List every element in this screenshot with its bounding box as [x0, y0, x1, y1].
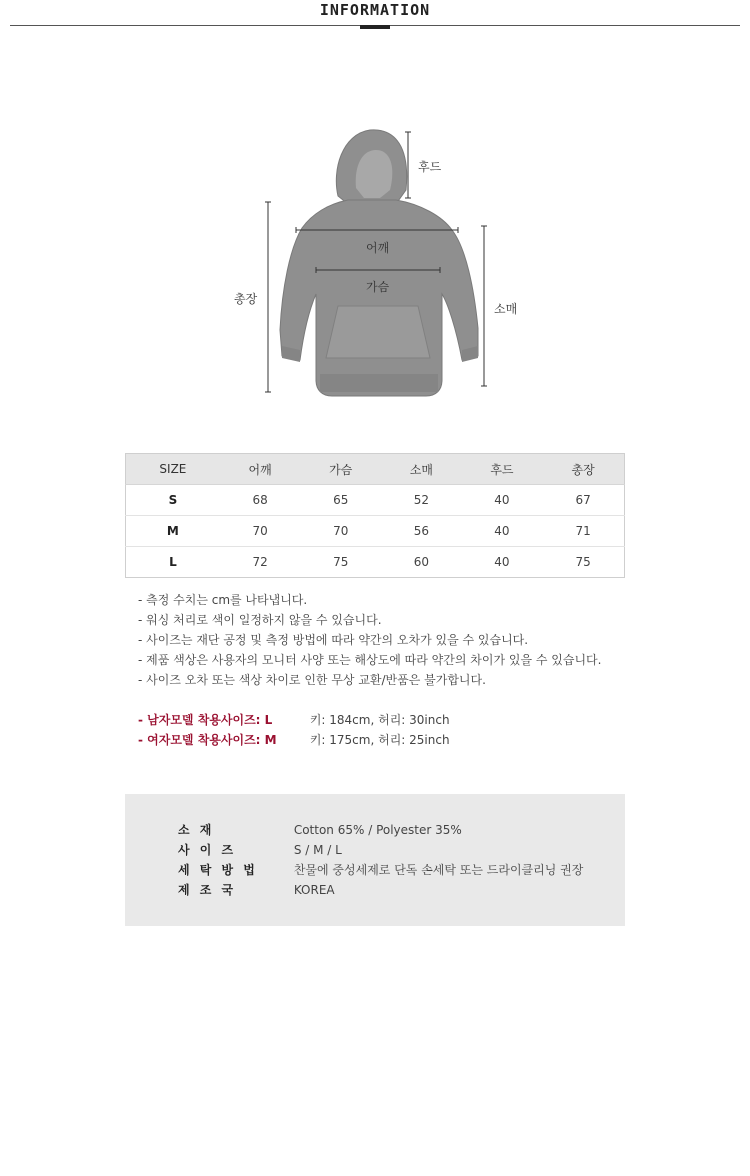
- table-cell: 75: [542, 547, 624, 578]
- model-fit-value: 키: 175cm, 허리: 25inch: [309, 733, 450, 747]
- table-cell: 71: [542, 516, 624, 547]
- note-item: - 사이즈 오차 또는 색상 차이로 인한 무상 교환/반품은 불가합니다.: [138, 673, 486, 687]
- table-cell: 60: [381, 547, 462, 578]
- page-title: INFORMATION: [319, 1, 431, 19]
- table-cell: 40: [462, 547, 543, 578]
- table-cell: 72: [220, 547, 301, 578]
- model-fit-label: - 여자모델 착용사이즈: M: [138, 733, 277, 747]
- col-header-shoulder: 어깨: [220, 454, 301, 485]
- hoodie-measurement-diagram: [220, 118, 530, 408]
- product-info-box: [125, 794, 625, 926]
- table-row: [126, 485, 625, 516]
- info-row-material: [178, 820, 462, 840]
- info-value: S / M / L: [293, 843, 342, 857]
- info-key: 소 재: [178, 823, 215, 837]
- table-cell: 70: [220, 516, 301, 547]
- col-header-length: 총장: [542, 454, 624, 485]
- info-value: KOREA: [293, 883, 335, 897]
- col-header-chest: 가슴: [300, 454, 381, 485]
- table-cell: 56: [381, 516, 462, 547]
- hood-label: 후드: [418, 160, 442, 174]
- info-key: 세 탁 방 법: [178, 863, 258, 877]
- hem-band: [320, 374, 438, 392]
- info-row-washing: [178, 860, 583, 880]
- info-key: 제 조 국: [178, 883, 237, 897]
- model-fit-row-male: [138, 710, 450, 730]
- info-key: 사 이 즈: [178, 843, 237, 857]
- length-label: 총장: [234, 292, 258, 306]
- table-row: [126, 547, 625, 578]
- table-cell: L: [126, 547, 220, 578]
- info-value: Cotton 65% / Polyester 35%: [293, 823, 462, 837]
- size-table-header-row: [126, 454, 625, 485]
- table-cell: 40: [462, 485, 543, 516]
- col-header-size: SIZE: [126, 454, 220, 485]
- model-fit-row-female: [138, 730, 450, 750]
- table-cell: M: [126, 516, 220, 547]
- sleeve-label: 소매: [494, 302, 518, 316]
- size-table: [125, 453, 625, 578]
- note-item: - 제품 색상은 사용자의 모니터 사양 또는 해상도에 따라 약간의 차이가 있을 수 있습니다.: [138, 653, 602, 667]
- header-accent-bar: [360, 25, 390, 29]
- table-cell: S: [126, 485, 220, 516]
- table-cell: 70: [300, 516, 381, 547]
- kangaroo-pocket: [326, 306, 430, 358]
- chest-label: 가슴: [366, 280, 390, 294]
- note-item: - 사이즈는 재단 공정 및 측정 방법에 따라 약간의 오차가 있을 수 있습니다.: [138, 633, 529, 647]
- model-fit-value: 키: 184cm, 허리: 30inch: [309, 713, 450, 727]
- table-cell: 67: [542, 485, 624, 516]
- hoodie-illustration: [220, 118, 530, 408]
- table-cell: 40: [462, 516, 543, 547]
- info-row-size: [178, 840, 342, 860]
- col-header-hood: 후드: [462, 454, 543, 485]
- size-notes: [138, 590, 601, 690]
- info-row-origin: [178, 880, 335, 900]
- note-item: - 측정 수치는 cm를 나타냅니다.: [138, 593, 308, 607]
- col-header-sleeve: 소매: [381, 454, 462, 485]
- table-cell: 75: [300, 547, 381, 578]
- table-cell: 68: [220, 485, 301, 516]
- table-cell: 52: [381, 485, 462, 516]
- model-fit-info: [138, 710, 450, 750]
- shoulder-label: 어깨: [366, 241, 390, 255]
- note-item: - 워싱 처리로 색이 일정하지 않을 수 있습니다.: [138, 613, 382, 627]
- info-value: 찬물에 중성세제로 단독 손세탁 또는 드라이클리닝 권장: [293, 863, 584, 877]
- table-cell: 65: [300, 485, 381, 516]
- model-fit-label: - 남자모델 착용사이즈: L: [138, 713, 273, 727]
- table-row: [126, 516, 625, 547]
